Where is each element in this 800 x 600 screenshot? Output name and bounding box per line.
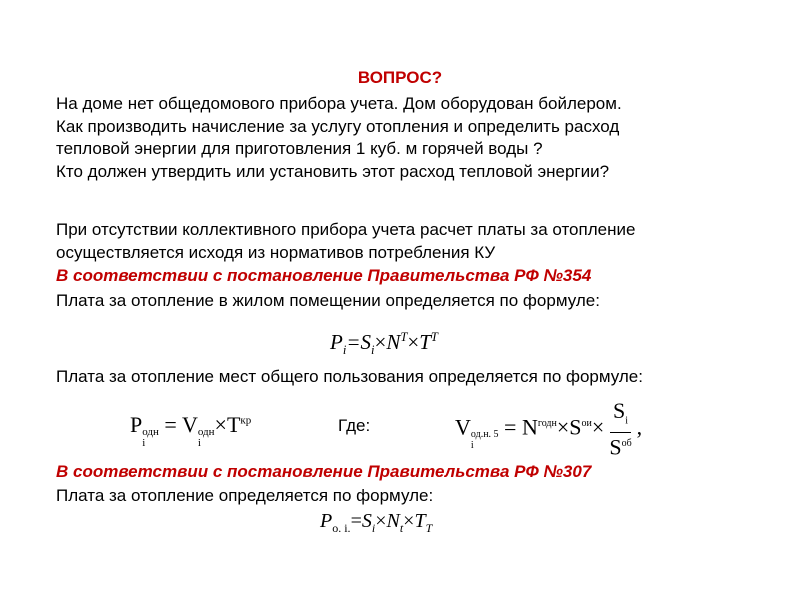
reference-354: В соответствии с постановление Правительства РФ №354 xyxy=(56,266,592,285)
formula-subscript: i xyxy=(371,343,375,358)
formula-superscript: об xyxy=(621,438,632,450)
question-line: Как производить начисление за услугу отопления и определить расход xyxy=(56,116,620,136)
formula-intro-common: Плата за отопление мест общего пользования определяется по формуле: xyxy=(56,367,643,386)
formula-operator: = xyxy=(346,330,361,354)
formula-operator: × xyxy=(556,414,570,440)
formula-operator: × xyxy=(374,330,387,354)
formula-punctuation: , xyxy=(636,414,643,440)
formula-operator: = xyxy=(164,412,177,437)
formula-symbol: P xyxy=(320,510,333,532)
formula-subscript: i xyxy=(625,415,629,427)
formula-superscript: одн xyxy=(197,426,215,438)
formula-superscript: одн xyxy=(142,426,159,438)
question-block xyxy=(56,93,622,183)
formula-symbol: V xyxy=(181,412,198,437)
formula-subscript: i xyxy=(470,440,474,452)
formula-subscript: i xyxy=(371,521,376,535)
answer-intro xyxy=(56,219,635,264)
formula-superscript: T xyxy=(430,330,438,344)
formula-fraction xyxy=(606,400,634,459)
formula-superscript: од.н. 5 xyxy=(470,429,499,441)
formula-operator: × xyxy=(375,510,387,532)
formula-symbol: T xyxy=(419,330,431,354)
formula-symbol: N xyxy=(521,414,538,440)
question-title: ВОПРОС? xyxy=(357,68,443,87)
formula-operator: × xyxy=(591,414,605,440)
formula-operator: × xyxy=(403,510,415,532)
formula-volume xyxy=(455,400,642,459)
formula-superscript: T xyxy=(400,330,408,344)
formula-307 xyxy=(320,510,432,536)
formula-subscript: i xyxy=(142,437,146,449)
question-line: Кто должен утвердить или установить этот расход тепловой энергии? xyxy=(56,161,610,181)
formula-symbol: S xyxy=(569,414,582,440)
formula-symbol: S xyxy=(360,330,371,354)
where-label: Где: xyxy=(338,416,371,435)
formula-common xyxy=(130,412,251,449)
formula-symbol: N xyxy=(386,510,400,532)
formula-operator: = xyxy=(504,414,517,440)
formula-operator: = xyxy=(350,510,362,532)
formula-superscript: годн xyxy=(537,418,557,430)
formula-subscript: t xyxy=(399,521,404,535)
formula-subscript: i xyxy=(342,343,347,358)
formula-symbol: S xyxy=(612,398,626,423)
question-line: На доме нет общедомового прибора учета. Дом оборудован бойлером. xyxy=(56,94,622,113)
formula-intro-307: Плата за отопление определяется по формуле: xyxy=(56,486,434,505)
formula-subscript: о. i. xyxy=(332,521,351,535)
formula-symbol: P xyxy=(130,412,143,437)
answer-intro-line: При отсутствии коллективного прибора учета расчет платы за отопление xyxy=(56,220,636,239)
reference-307: В соответствии с постановление Правительства РФ №307 xyxy=(56,462,592,481)
formula-symbol: P xyxy=(330,330,343,354)
formula-superscript: кр xyxy=(240,414,252,427)
formula-operator: × xyxy=(407,330,420,354)
formula-symbol: S xyxy=(361,510,372,532)
formula-symbol: T xyxy=(414,510,426,532)
formula-living xyxy=(330,330,438,358)
formula-subscript: i xyxy=(197,437,201,449)
formula-symbol: T xyxy=(226,412,241,437)
formula-subscript: T xyxy=(425,521,433,535)
formula-symbol: V xyxy=(455,414,471,440)
question-line: тепловой энергии для приготовления 1 куб. м горячей воды ? xyxy=(56,139,543,158)
answer-intro-line: осуществляется исходя из нормативов потребления КУ xyxy=(56,242,496,262)
formula-intro-living: Плата за отопление в жилом помещении определяется по формуле: xyxy=(56,291,600,310)
formula-symbol: N xyxy=(386,330,401,354)
formula-symbol: S xyxy=(609,434,622,460)
formula-superscript: ои xyxy=(581,418,592,430)
formula-operator: × xyxy=(214,412,227,437)
